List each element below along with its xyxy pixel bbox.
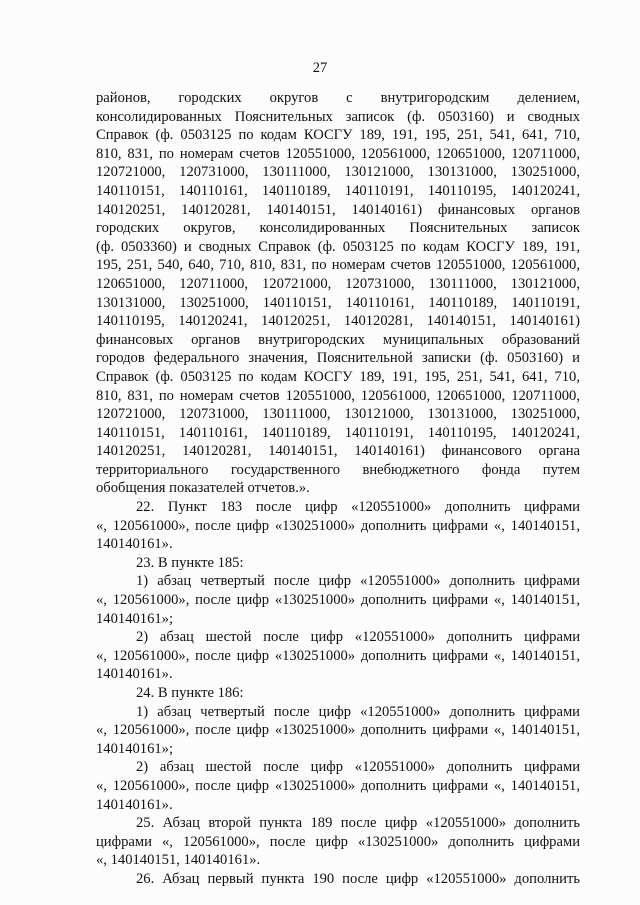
text-line: 140110151, 140110161, 140110189, 140110191, 140110195, 140120241, — [96, 424, 580, 441]
text-line: 140110195, 140120241, 140120251, 140120281, 140140151, 140140161) — [96, 313, 580, 330]
text-line: 26. Абзац первый пункта 190 после цифр «120551000» дополнить — [136, 870, 580, 887]
text-line: финансовых органов внутригородских муниципальных образований — [96, 331, 580, 348]
text-line: 120721000, 120731000, 130111000, 130121000, 130131000, 130251000, — [96, 406, 580, 423]
page-number: 27 — [312, 60, 328, 76]
text-line: городов федерального значения, Пояснительной записки (ф. 0503160) и — [96, 350, 580, 367]
text-line: 2) абзац шестой после цифр «120551000» дополнить цифрами — [136, 629, 580, 646]
text-line: (ф. 0503360) и сводных Справок (ф. 0503125 по кодам КОСГУ 189, 191, — [96, 238, 580, 255]
text-line: 24. В пункте 186: — [136, 685, 244, 701]
text-line: «, 120561000», после цифр «130251000» дополнить цифрами «, 140140151, — [96, 722, 580, 739]
text-line: «, 140140151, 140140161». — [96, 852, 261, 869]
text-line: 120651000, 120711000, 120721000, 120731000, 130111000, 130121000, — [96, 275, 580, 292]
text-line: цифрами «, 120561000», после цифр «130251000» дополнить цифрами — [96, 833, 580, 850]
text-line: городских округов, консолидированных Пояснительных записок — [96, 220, 580, 237]
text-line: Справок (ф. 0503125 по кодам КОСГУ 189, 191, 195, 251, 541, 641, 710, — [96, 368, 580, 385]
text-line: 140120251, 140120281, 140140151, 140140161) финансовых органов — [96, 201, 580, 218]
text-line: 22. Пункт 183 после цифр «120551000» дополнить цифрами — [136, 499, 580, 516]
text-line: 140140161». — [96, 666, 173, 683]
text-line: районов, городских округов с внутригородским делением, — [96, 90, 580, 106]
text-line: 140110151, 140110161, 140110189, 140110191, 140110195, 140120241, — [96, 182, 580, 199]
text-line: 810, 831, по номерам счетов 120551000, 120561000, 120651000, 120711000, — [96, 387, 580, 404]
text-line: 2) абзац шестой после цифр «120551000» дополнить цифрами — [136, 759, 580, 776]
document-body — [96, 89, 580, 889]
text-line: 140140161». — [96, 796, 173, 813]
text-line: обобщения показателей отчетов.». — [96, 480, 310, 497]
text-line: 23. В пункте 185: — [136, 554, 244, 571]
text-line: 1) абзац четвертый после цифр «120551000» дополнить цифрами — [136, 573, 580, 590]
text-line: 140140161»; — [96, 740, 174, 757]
text-line: 130131000, 130251000, 140110151, 140110161, 140110189, 140110191, — [96, 294, 580, 311]
text-line: 1) абзац четвертый после цифр «120551000» дополнить цифрами — [136, 703, 580, 720]
text-line: «, 120561000», после цифр «130251000» дополнить цифрами «, 140140151, — [96, 517, 580, 534]
text-line: 120721000, 120731000, 130111000, 130121000, 130131000, 130251000, — [96, 164, 580, 181]
text-line: 810, 831, по номерам счетов 120551000, 120561000, 120651000, 120711000, — [96, 145, 580, 162]
text-line: консолидированных Пояснительных записок (ф. 0503160) и сводных — [96, 108, 580, 125]
text-line: 140120251, 140120281, 140140151, 140140161) финансового органа — [96, 443, 580, 460]
text-line: 25. Абзац второй пункта 189 после цифр «120551000» дополнить — [136, 815, 580, 832]
text-line: «, 120561000», после цифр «130251000» дополнить цифрами «, 140140151, — [96, 647, 580, 664]
text-line: территориального государственного внебюджетного фонда путем — [96, 461, 580, 478]
text-line: Справок (ф. 0503125 по кодам КОСГУ 189, 191, 195, 251, 541, 641, 710, — [96, 127, 580, 144]
text-line: 195, 251, 540, 640, 710, 810, 831, по номерам счетов 120551000, 120561000, — [96, 257, 580, 274]
text-line: 140140161». — [96, 536, 173, 553]
text-line: «, 120561000», после цифр «130251000» дополнить цифрами «, 140140151, — [96, 592, 580, 609]
text-line: «, 120561000», после цифр «130251000» дополнить цифрами «, 140140151, — [96, 777, 580, 794]
text-line: 140140161»; — [96, 610, 174, 627]
